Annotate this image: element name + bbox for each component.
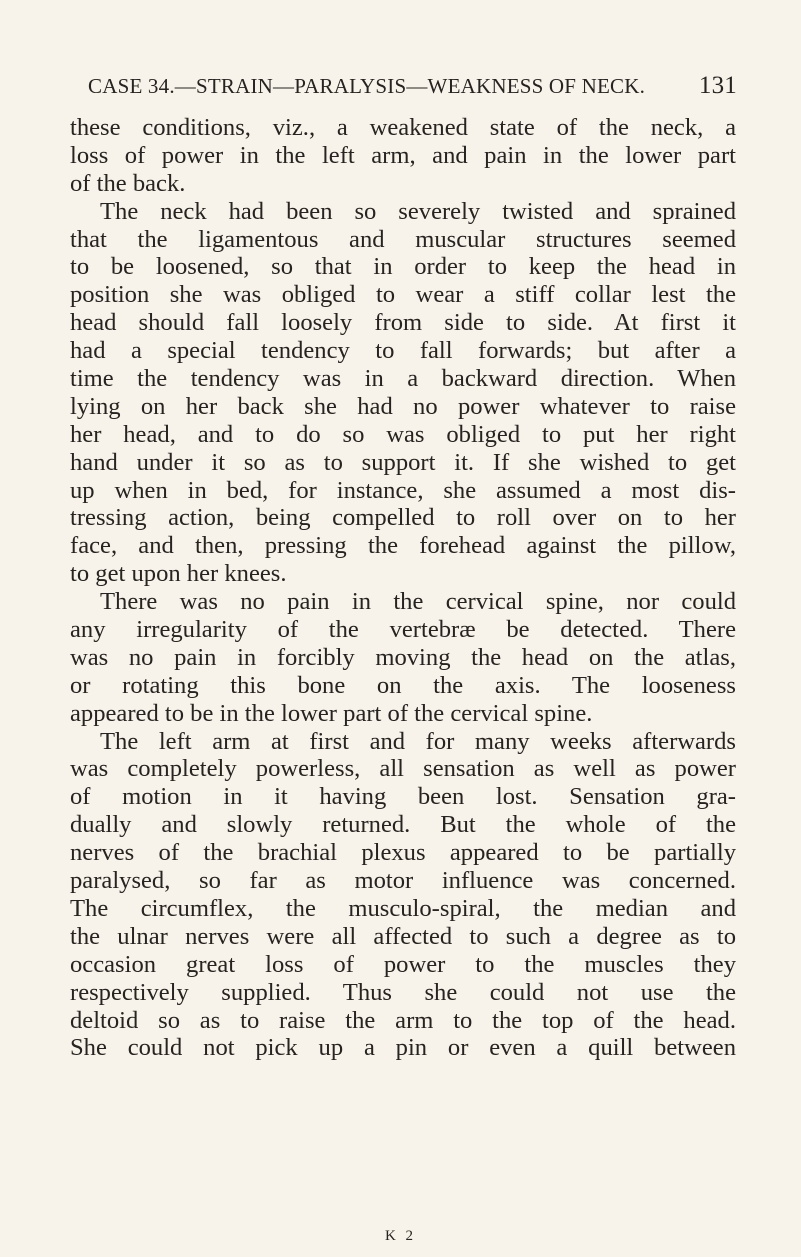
text-line: appeared to be in the lower part of the cervical spine. bbox=[70, 699, 593, 727]
text-line: face, and then, pressing the forehead against the pillow, bbox=[70, 532, 736, 560]
body-text bbox=[70, 114, 736, 1062]
text-line: these conditions, viz., a weakened state of the neck, a bbox=[70, 114, 736, 141]
text-line: that the ligamentous and muscular structures seemed bbox=[70, 225, 736, 253]
text-line: of the back. bbox=[70, 169, 186, 197]
text-line: to get upon her knees. bbox=[70, 560, 287, 588]
text-line: tressing action, being compelled to roll over on to her bbox=[70, 504, 736, 532]
text-line: paralysed, so far as motor influence was concerned. bbox=[70, 867, 736, 895]
text-line: up when in bed, for instance, she assumed a most dis- bbox=[70, 476, 736, 504]
text-line: occasion great loss of power to the muscles they bbox=[70, 950, 736, 978]
text-line: the ulnar nerves were all affected to such a degree as to bbox=[70, 922, 736, 950]
text-line: time the tendency was in a backward direction. When bbox=[70, 365, 736, 393]
text-line: her head, and to do so was obliged to put her right bbox=[70, 420, 736, 448]
text-line: The left arm at first and for many weeks afterwards bbox=[100, 727, 736, 755]
text-line: of motion in it having been lost. Sensation gra- bbox=[70, 783, 736, 811]
text-line: head should fall loosely from side to side. At first it bbox=[70, 309, 736, 337]
page-number: 131 bbox=[698, 72, 737, 99]
text-line: position she was obliged to wear a stiff collar lest the bbox=[70, 281, 736, 309]
running-head-title: CASE 34.—STRAIN—PARALYSIS—WEAKNESS OF NECK. bbox=[88, 74, 646, 98]
text-line: any irregularity of the vertebræ be detected. There bbox=[70, 616, 736, 644]
text-line: The circumflex, the musculo-spiral, the median and bbox=[70, 894, 736, 922]
text-line: to be loosened, so that in order to keep the head in bbox=[70, 253, 736, 281]
text-line: deltoid so as to raise the arm to the top of the head. bbox=[70, 1006, 736, 1034]
text-line: She could not pick up a pin or even a quill between bbox=[70, 1034, 736, 1062]
signature-mark: K 2 bbox=[384, 1228, 417, 1244]
running-head bbox=[88, 74, 737, 104]
text-line: or rotating this bone on the axis. The looseness bbox=[70, 671, 736, 699]
text-line: lying on her back she had no power whatever to raise bbox=[70, 392, 736, 420]
text-line: The neck had been so severely twisted and sprained bbox=[100, 197, 736, 225]
text-line: hand under it so as to support it. If she wished to get bbox=[70, 448, 736, 476]
text-line: had a special tendency to fall forwards; but after a bbox=[70, 337, 736, 365]
text-line: respectively supplied. Thus she could not use the bbox=[70, 978, 736, 1006]
text-line: was no pain in forcibly moving the head on the atlas, bbox=[70, 643, 736, 671]
text-line: was completely powerless, all sensation as well as power bbox=[70, 755, 736, 783]
text-line: dually and slowly returned. But the whole of the bbox=[70, 811, 736, 839]
text-line: loss of power in the left arm, and pain in the lower part bbox=[70, 141, 736, 169]
text-line: There was no pain in the cervical spine, nor could bbox=[100, 588, 736, 616]
text-line: nerves of the brachial plexus appeared to be partially bbox=[70, 839, 736, 867]
